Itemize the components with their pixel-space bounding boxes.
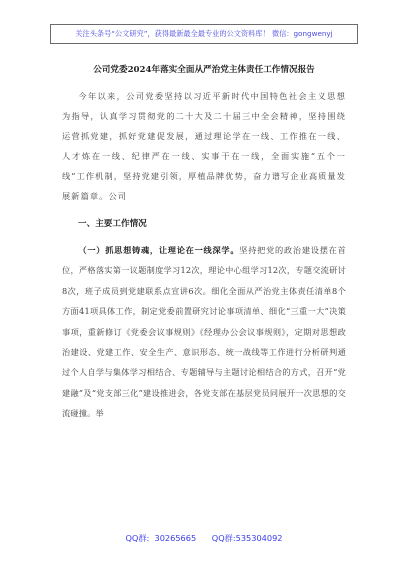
subsection-body: 坚持把党的政治建设摆在首位，严格落实第一议题制度学习12次，理论中心组学习12次，专题交流研讨8次，班子成员到党建联系点宣讲6次。细化全面从严治党主体责任清单8个方面41项具体工作，制定党委前置研究讨论事项清单、细化“三重一大”决策事项，重新修订《党委会议事规则》《经理办公会议事规则》，定期对思想政治建设、党建工作、安全生产、意识形态、统一战线等工作进行分析研判通过个人自学与集体学习相结合、专题辅导与主题讨论相结合的方式，召开“党建融”及“党支部三化”建设推进会，各党支部在基层党员同展开一次思想的交流碰撞。举	[62, 245, 346, 419]
intro-paragraph: 今年以来，公司党委坚持以习近平新时代中国特色社会主义思想为指导，认真学习贯彻党的二十大及二十届三中全会精神，坚持围绕运营抓党建，抓好党建促发展，通过理论学在一线、工作推在一线、人才炼在一线、纪律严在一线、实事干在一线，全面实施“五个一线”工作机制，坚持党建引领，厚植品牌优势，奋力谱写企业高质量发展新篇章。公司	[62, 91, 346, 201]
document-title: 公司党委2024年落实全面从严治党主体责任工作情况报告	[93, 65, 315, 75]
subsection-paragraph	[62, 240, 346, 494]
subsection-lead: （一）抓思想铸魂，让理论在一线深学。	[78, 245, 240, 255]
promo-banner: 关注头条号“公文研究”，获得最新最全最专业的公文资料库！ 微信：gongwenyj	[50, 24, 358, 44]
section-heading: 一、主要工作情况	[78, 219, 147, 229]
document-body	[62, 64, 346, 494]
qq-group-footer: QQ群: 30265665 QQ群:535304092	[125, 533, 283, 543]
